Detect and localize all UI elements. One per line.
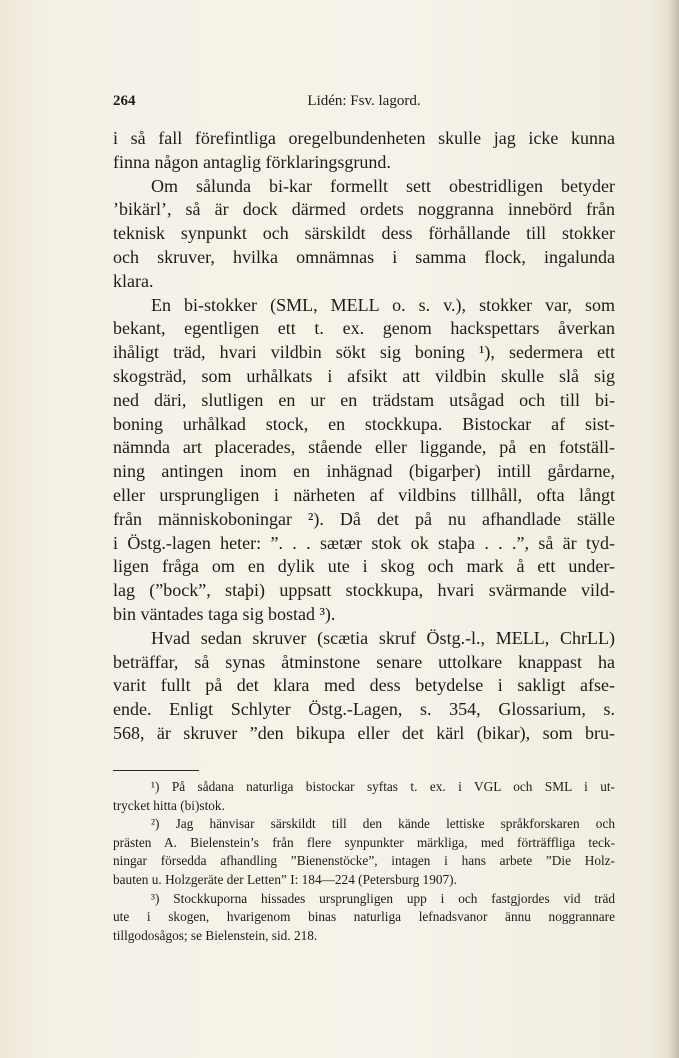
page-edge-shadow bbox=[669, 0, 679, 1058]
body-line: från människoboningar ²). Då det på nu afhandlade ställe bbox=[113, 508, 615, 529]
page-number: 264 bbox=[113, 93, 136, 109]
footnote-line: trycket hitta (bi)stok. bbox=[113, 797, 225, 813]
body-line: 568, är skruver ”den bikupa eller det kärl (bikar), som bru- bbox=[113, 722, 615, 743]
body-line: eller ursprungligen i närheten af vildbins tillhåll, ofta långt bbox=[113, 484, 615, 505]
body-line: ende. Enligt Schlyter Östg.-Lagen, s. 354, Glossarium, s. bbox=[113, 699, 615, 720]
body-line: ’bikärl’, så är dock därmed ordets noggranna innebörd från bbox=[113, 199, 615, 220]
body-line: klara. bbox=[113, 270, 154, 291]
body-line: ning antingen inom en inhägnad (bigarþer) intill gårdarne, bbox=[113, 461, 615, 482]
body-line: Om sålunda bi-kar formellt sett obestridligen betyder bbox=[151, 175, 615, 196]
footnote-line: ²) Jag hänvisar särskildt till den kände lettiske språkforskaren och bbox=[151, 816, 615, 832]
body-line: nämnda art placerades, stående eller liggande, på en fotställ- bbox=[113, 437, 615, 458]
body-line: i Östg.-lagen heter: ”. . . sætær stok ok staþa . . .”, så är tyd- bbox=[113, 532, 615, 553]
body-line: lag (”bock”, staþi) uppsatt stockkupa, hvari svärmande vild- bbox=[113, 580, 615, 601]
footnote-rule bbox=[113, 770, 199, 771]
body-line: skogsträd, som urhålkats i afsikt att vildbin skulle slå sig bbox=[113, 365, 615, 386]
body-line: finna någon antaglig förklaringsgrund. bbox=[113, 151, 391, 172]
body-line: och skruver, hvilka omnämnas i samma flock, ingalunda bbox=[113, 246, 615, 267]
body-line: En bi-stokker (SML, MELL o. s. v.), stokker var, som bbox=[151, 294, 615, 315]
footnote-line: ute i skogen, hvarigenom binas naturliga lefnadsvanor ännu noggrannare bbox=[113, 909, 615, 925]
page-header bbox=[113, 93, 615, 113]
body-line: ligen fråga om en dylik ute i skog och mark å ett under- bbox=[113, 556, 615, 577]
body-line: ned däri, slutligen en ur en trädstam utsågad och till bi- bbox=[113, 389, 615, 410]
body-line: ihåligt träd, hvari vildbin sökt sig boning ¹), sedermera ett bbox=[113, 342, 615, 363]
body-line: boning urhålkad stock, en stockkupa. Bistockar af sist- bbox=[113, 413, 615, 434]
body-line: teknisk synpunkt och särskildt dess förhållande till stokker bbox=[113, 223, 615, 244]
body-line: Hvad sedan skruver (scætia skruf Östg.-l., MELL, ChrLL) bbox=[151, 627, 615, 648]
footnote-line: bauten u. Holzgeräte der Letten” I: 184—224 (Petersburg 1907). bbox=[113, 871, 457, 887]
body-line: beträffar, så synas åtminstone senare uttolkare knappast ha bbox=[113, 651, 615, 672]
body-line: varit fullt på det klara med dess betydelse i sakligt afse- bbox=[113, 675, 615, 696]
body-line: i så fall förefintliga oregelbundenheten skulle jag icke kunna bbox=[113, 128, 615, 148]
body-line: bekant, egentligen ett t. ex. genom hackspettars åverkan bbox=[113, 318, 615, 339]
footnote-line: ³) Stockkuporna hissades ursprungligen upp i och fastgjordes vid träd bbox=[151, 890, 615, 906]
body-text bbox=[113, 127, 615, 746]
footnote-line: ningar försedda afhandling ”Bienenstöcke”, intagen i hans arbete ”Die Holz- bbox=[113, 853, 615, 869]
body-line: bin väntades taga sig bostad ³). bbox=[113, 603, 336, 624]
running-title: Lidén: Fsv. lagord. bbox=[307, 93, 421, 109]
footnote-line: prästen A. Bielenstein’s från flere synpunkter märkliga, med förträffliga teck- bbox=[113, 834, 615, 850]
footnote-line: ¹) På sådana naturliga bistockar syftas t. ex. i VGL och SML i ut- bbox=[151, 779, 615, 794]
footnotes bbox=[113, 778, 615, 945]
footnote-line: tillgodosågos; se Bielenstein, sid. 218. bbox=[113, 927, 318, 943]
